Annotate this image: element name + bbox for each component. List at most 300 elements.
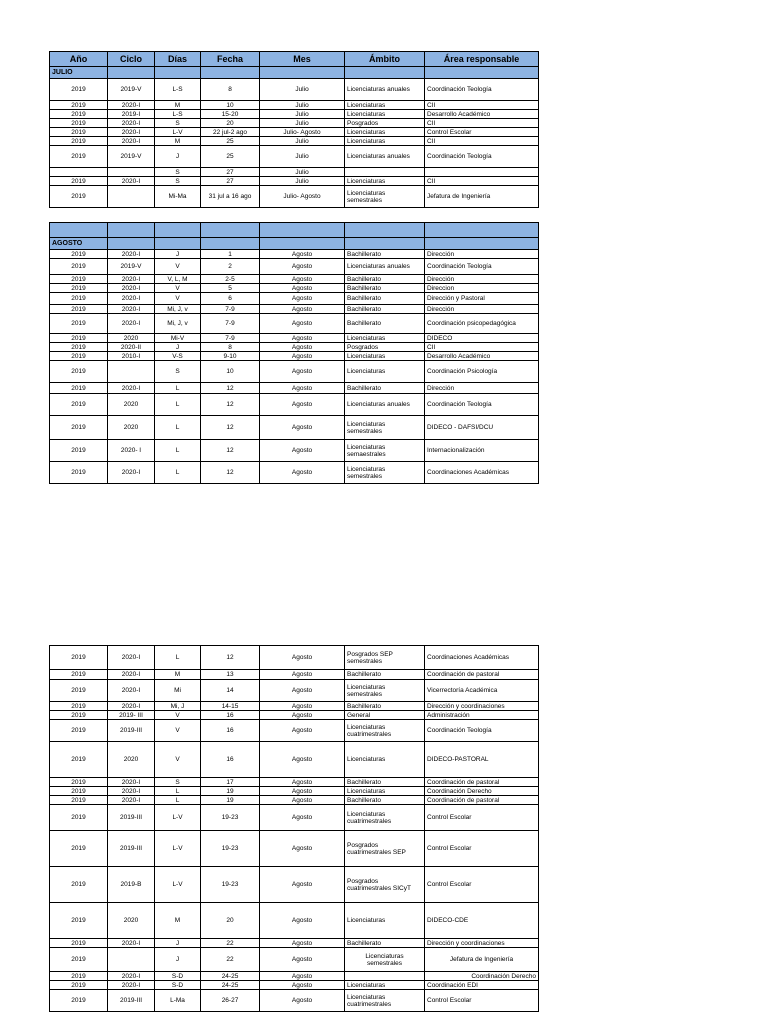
cell-ano: 2019 [50,711,108,720]
cell-fecha: 16 [201,742,260,778]
cell-fecha: 6 [201,293,260,305]
cell-mes: Agosto [260,831,345,867]
cell-ano [50,168,108,177]
cell-ciclo: 2019-B [108,867,155,903]
cell-ambito: Licenciaturas [345,177,425,186]
cell-ano: 2019 [50,101,108,110]
cell-ambito: Bachillerato [345,250,425,259]
cell-ano: 2019 [50,284,108,293]
table-row [50,831,539,867]
cell-ano: 2019 [50,742,108,778]
cell-mes: Julio- Agosto [260,186,345,208]
calendar-table-julio-agosto [49,51,539,484]
cell-mes: Agosto [260,293,345,305]
cell-mes: Agosto [260,334,345,343]
cell-mes: Agosto [260,314,345,334]
cell-area: CII [425,137,539,146]
cell-dias: V [155,742,201,778]
cell-ano: 2019 [50,334,108,343]
table-row [50,787,539,796]
cell-mes: Julio [260,168,345,177]
cell-ciclo: 2020-I [108,972,155,981]
cell-area: Control Escolar [425,128,539,137]
cell-ano: 2019 [50,462,108,484]
cell-area: Control Escolar [425,990,539,1012]
cell-area: Coordinaciones Académicas [425,462,539,484]
cell-ano: 2019 [50,903,108,939]
cell-ciclo: 2020-I [108,314,155,334]
cell-ano: 2019 [50,293,108,305]
cell-fecha: 7-9 [201,334,260,343]
cell-mes: Agosto [260,361,345,383]
cell-ano: 2019 [50,796,108,805]
cell-mes: Agosto [260,352,345,361]
cell-dias: V [155,720,201,742]
cell-ciclo: 2019-V [108,146,155,168]
cell-ciclo: 2020 [108,334,155,343]
cell-area: Control Escolar [425,805,539,831]
cell-mes: Agosto [260,383,345,394]
cell-ano: 2019 [50,186,108,208]
cell-dias: L-V [155,867,201,903]
cell-ambito: Licenciaturas [345,101,425,110]
cell-fecha: 12 [201,383,260,394]
cell-dias: L [155,394,201,416]
cell-ano: 2019 [50,440,108,462]
cell-dias: M [155,670,201,680]
cell-dias: S [155,119,201,128]
cell-dias: J [155,939,201,948]
cell-ambito: Licenciaturas [345,742,425,778]
cell-dias: L-S [155,79,201,101]
cell-dias: V [155,284,201,293]
cell-dias: Mi-V [155,334,201,343]
cell-area: Coordinación Teología [425,146,539,168]
table-row [50,119,539,128]
cell-ambito: Bachillerato [345,314,425,334]
cell-ano: 2019 [50,778,108,787]
table-row [50,711,539,720]
cell-ano: 2019 [50,720,108,742]
cell-fecha: 20 [201,903,260,939]
table-row [50,416,539,440]
cell-fecha: 12 [201,462,260,484]
cell-ambito: Bachillerato [345,778,425,787]
cell-mes: Agosto [260,394,345,416]
cell-ciclo: 2020 [108,416,155,440]
cell-ano: 2019 [50,119,108,128]
cell-dias: J [155,250,201,259]
cell-area: Coordinación Derecho [425,787,539,796]
cell-fecha: 12 [201,394,260,416]
cell-mes: Agosto [260,990,345,1012]
cell-ambito: Licenciaturas [345,361,425,383]
table-row [50,903,539,939]
cell-dias: L [155,416,201,440]
table-row [50,110,539,119]
cell-ciclo: 2019-I [108,110,155,119]
cell-dias: L-V [155,831,201,867]
cell-ciclo: 2019-III [108,831,155,867]
cell-ambito: Licenciaturas [345,903,425,939]
cell-ambito: Licenciaturas [345,787,425,796]
cell-ciclo: 2010-I [108,352,155,361]
header-mes: Mes [260,52,345,67]
cell-ambito [345,168,425,177]
cell-mes: Julio [260,137,345,146]
cell-ano: 2019 [50,146,108,168]
cell-fecha: 16 [201,720,260,742]
cell-ambito: Licenciaturas [345,137,425,146]
cell-area: CII [425,101,539,110]
cell-fecha: 31 jul a 16 ago [201,186,260,208]
cell-area: Coordinación Teología [425,394,539,416]
cell-ambito: Posgrados [345,119,425,128]
cell-ambito: Licenciaturas semestrales [345,462,425,484]
cell-dias: S-D [155,972,201,981]
cell-ambito: Licenciaturas [345,334,425,343]
cell-ambito: Licenciaturas semestrales [345,186,425,208]
cell-fecha: 14-15 [201,702,260,711]
cell-ambito: Posgrados [345,343,425,352]
cell-ambito: Bachillerato [345,275,425,284]
cell-dias: V, L, M [155,275,201,284]
cell-ambito: Bachillerato [345,670,425,680]
cell-mes: Agosto [260,787,345,796]
cell-ano: 2019 [50,137,108,146]
cell-fecha: 27 [201,168,260,177]
cell-fecha: 14 [201,680,260,702]
table-row [50,805,539,831]
cell-mes: Agosto [260,796,345,805]
cell-ciclo: 2020-I [108,293,155,305]
cell-area: Coordinaciones Académicas [425,646,539,670]
cell-area: Coordinación Derecho [425,972,539,981]
cell-fecha: 12 [201,440,260,462]
cell-ano: 2019 [50,416,108,440]
cell-ciclo: 2020-I [108,305,155,314]
cell-ambito: Licenciaturas [345,128,425,137]
cell-mes: Agosto [260,416,345,440]
cell-area: DIDECO [425,334,539,343]
cell-mes: Agosto [260,275,345,284]
cell-mes: Agosto [260,778,345,787]
cell-mes: Agosto [260,948,345,972]
table-row [50,646,539,670]
cell-dias: L-S [155,110,201,119]
header-row [50,52,539,67]
table-row [50,680,539,702]
cell-dias: J [155,948,201,972]
cell-fecha: 15-20 [201,110,260,119]
section-row-agosto [50,238,539,250]
cell-ciclo: 2020-I [108,119,155,128]
cell-area: Coordinación de pastoral [425,796,539,805]
table-row [50,702,539,711]
cell-ciclo: 2019-V [108,259,155,275]
cell-dias: V [155,259,201,275]
cell-ambito: General [345,711,425,720]
cell-ambito: Licenciaturas cuatrimestrales [345,990,425,1012]
cell-ano: 2019 [50,110,108,119]
cell-ambito: Licenciaturas [345,352,425,361]
table-row [50,742,539,778]
cell-area: Administración [425,711,539,720]
table-row [50,361,539,383]
cell-dias: L [155,796,201,805]
cell-ciclo: 2020 [108,742,155,778]
cell-area: CII [425,119,539,128]
cell-mes: Agosto [260,867,345,903]
cell-ano: 2019 [50,680,108,702]
table-row [50,796,539,805]
cell-dias: S [155,168,201,177]
cell-area: DIDECO-CDE [425,903,539,939]
cell-ambito: Licenciaturas anuales [345,79,425,101]
cell-dias: S [155,778,201,787]
cell-area: Coordinación de pastoral [425,778,539,787]
table-row [50,146,539,168]
cell-area: CII [425,343,539,352]
cell-ambito: Posgrados cuatrimestrales SICyT [345,867,425,903]
cell-fecha: 5 [201,284,260,293]
cell-fecha: 7-9 [201,305,260,314]
cell-ciclo: 2020-I [108,177,155,186]
cell-ano: 2019 [50,259,108,275]
cell-mes: Agosto [260,981,345,990]
cell-ambito: Licenciaturas anuales [345,394,425,416]
cell-mes: Julio [260,79,345,101]
cell-area: Dirección [425,305,539,314]
cell-dias: Mi, J, v [155,314,201,334]
cell-mes: Agosto [260,711,345,720]
cell-ambito: Posgrados SEP semestrales [345,646,425,670]
cell-ano: 2019 [50,981,108,990]
table-row [50,670,539,680]
cell-area: Coordinación de pastoral [425,670,539,680]
cell-mes: Agosto [260,680,345,702]
cell-area: Vicerrectoría Académica [425,680,539,702]
cell-ciclo [108,948,155,972]
cell-ano: 2019 [50,867,108,903]
cell-ciclo: 2020 [108,903,155,939]
cell-area: Coordinación Teología [425,720,539,742]
cell-ciclo: 2020-I [108,702,155,711]
cell-area: Dirección y coordinaciones [425,702,539,711]
cell-ciclo [108,168,155,177]
cell-area: Jefatura de Ingeniería [425,186,539,208]
cell-ciclo: 2020-I [108,778,155,787]
table-row [50,343,539,352]
cell-mes: Agosto [260,250,345,259]
table-row [50,383,539,394]
cell-fecha: 10 [201,101,260,110]
cell-mes: Agosto [260,284,345,293]
cell-ciclo: 2020-I [108,383,155,394]
cell-ciclo: 2019-III [108,990,155,1012]
cell-area [425,168,539,177]
cell-mes: Agosto [260,343,345,352]
cell-fecha: 19-23 [201,867,260,903]
cell-ciclo: 2019-III [108,805,155,831]
cell-fecha: 20 [201,119,260,128]
cell-dias: M [155,137,201,146]
cell-ano: 2019 [50,128,108,137]
cell-area: Dirección y coordinaciones [425,939,539,948]
cell-ambito: Licenciaturas semestrales [345,948,425,972]
cell-ano: 2019 [50,787,108,796]
cell-dias: L [155,383,201,394]
cell-mes: Agosto [260,720,345,742]
cell-fecha: 19-23 [201,805,260,831]
cell-ambito: Licenciaturas anuales [345,259,425,275]
cell-dias: S-D [155,981,201,990]
section-label-julio: JULIO [50,67,108,79]
cell-fecha: 19 [201,787,260,796]
table-row [50,394,539,416]
section-label-agosto: AGOSTO [50,238,108,250]
cell-fecha: 19 [201,796,260,805]
cell-ambito: Licenciaturas [345,110,425,119]
cell-ano: 2019 [50,939,108,948]
cell-mes: Agosto [260,742,345,778]
cell-ciclo: 2019- III [108,711,155,720]
cell-ano: 2019 [50,314,108,334]
cell-dias: V [155,293,201,305]
cell-ambito: Bachillerato [345,305,425,314]
cell-fecha: 12 [201,416,260,440]
cell-fecha: 24-25 [201,981,260,990]
cell-dias: V-S [155,352,201,361]
cell-dias: M [155,903,201,939]
table-row [50,352,539,361]
cell-mes: Agosto [260,462,345,484]
cell-ciclo [108,361,155,383]
cell-ano: 2019 [50,275,108,284]
cell-dias: L-Ma [155,990,201,1012]
cell-ambito: Licenciaturas cuatrimestrales [345,720,425,742]
cell-ciclo: 2020-II [108,343,155,352]
table-row [50,305,539,314]
cell-ambito: Bachillerato [345,796,425,805]
header-row-empty [50,223,539,238]
cell-area: Jefatura de Ingeniería [425,948,539,972]
table-row [50,334,539,343]
cell-fecha: 17 [201,778,260,787]
table-row [50,720,539,742]
cell-dias: L-V [155,128,201,137]
cell-ciclo: 2020-I [108,939,155,948]
cell-fecha: 9-10 [201,352,260,361]
cell-ambito: Posgrados cuatrimestrales SEP [345,831,425,867]
table-row [50,314,539,334]
cell-ano: 2019 [50,343,108,352]
cell-area: Direccion [425,284,539,293]
cell-area: Dirección y Pastoral [425,293,539,305]
table-row [50,778,539,787]
cell-fecha: 1 [201,250,260,259]
cell-fecha: 8 [201,343,260,352]
cell-dias: S [155,177,201,186]
cell-fecha: 27 [201,177,260,186]
cell-ano: 2019 [50,361,108,383]
cell-ciclo: 2019-V [108,79,155,101]
cell-ciclo: 2020-I [108,462,155,484]
cell-fecha: 26-27 [201,990,260,1012]
cell-ano: 2019 [50,383,108,394]
cell-mes: Agosto [260,305,345,314]
table-row [50,101,539,110]
cell-area: Coordinación psicopedagógica [425,314,539,334]
calendar-table-page-2 [49,645,539,1012]
table-row [50,981,539,990]
cell-area: Dirección [425,275,539,284]
cell-mes: Julio [260,119,345,128]
cell-mes: Julio [260,177,345,186]
header-ciclo: Ciclo [108,52,155,67]
cell-ciclo: 2020-I [108,284,155,293]
cell-dias: L [155,462,201,484]
cell-dias: L [155,646,201,670]
cell-dias: Mi-Ma [155,186,201,208]
cell-ano: 2019 [50,646,108,670]
cell-ciclo: 2020-I [108,101,155,110]
cell-ambito: Licenciaturas semestrales [345,680,425,702]
cell-area: DIDECO-PASTORAL [425,742,539,778]
cell-area: Dirección [425,250,539,259]
cell-mes: Agosto [260,939,345,948]
cell-ano: 2019 [50,805,108,831]
table-row [50,462,539,484]
cell-ambito [345,972,425,981]
table-row [50,948,539,972]
cell-fecha: 25 [201,146,260,168]
cell-ambito: Licenciaturas cuatrimestrales [345,805,425,831]
table-row [50,990,539,1012]
cell-dias: Mi, J, v [155,305,201,314]
cell-dias: V [155,711,201,720]
table-row [50,79,539,101]
cell-ciclo: 2020-I [108,275,155,284]
table-row [50,867,539,903]
cell-ano: 2019 [50,948,108,972]
table-row [50,250,539,259]
cell-ano: 2019 [50,972,108,981]
cell-dias: J [155,146,201,168]
cell-ambito: Licenciaturas semaestrales [345,440,425,462]
table-row [50,177,539,186]
cell-fecha: 24-25 [201,972,260,981]
cell-ambito: Licenciaturas anuales [345,146,425,168]
cell-ambito: Licenciaturas semestrales [345,416,425,440]
table-row [50,275,539,284]
cell-mes: Agosto [260,702,345,711]
cell-ano: 2019 [50,670,108,680]
cell-area: Control Escolar [425,831,539,867]
cell-area: Coordinación EDI [425,981,539,990]
cell-area: Internacionalización [425,440,539,462]
cell-area: Dirección [425,383,539,394]
cell-ciclo: 2020- I [108,440,155,462]
table-row [50,284,539,293]
cell-area: Coordinación Teología [425,259,539,275]
cell-mes: Julio- Agosto [260,128,345,137]
table-row [50,293,539,305]
cell-ciclo: 2020-I [108,250,155,259]
cell-area: Desarrollo Académico [425,110,539,119]
cell-fecha: 2 [201,259,260,275]
cell-ano: 2019 [50,250,108,259]
